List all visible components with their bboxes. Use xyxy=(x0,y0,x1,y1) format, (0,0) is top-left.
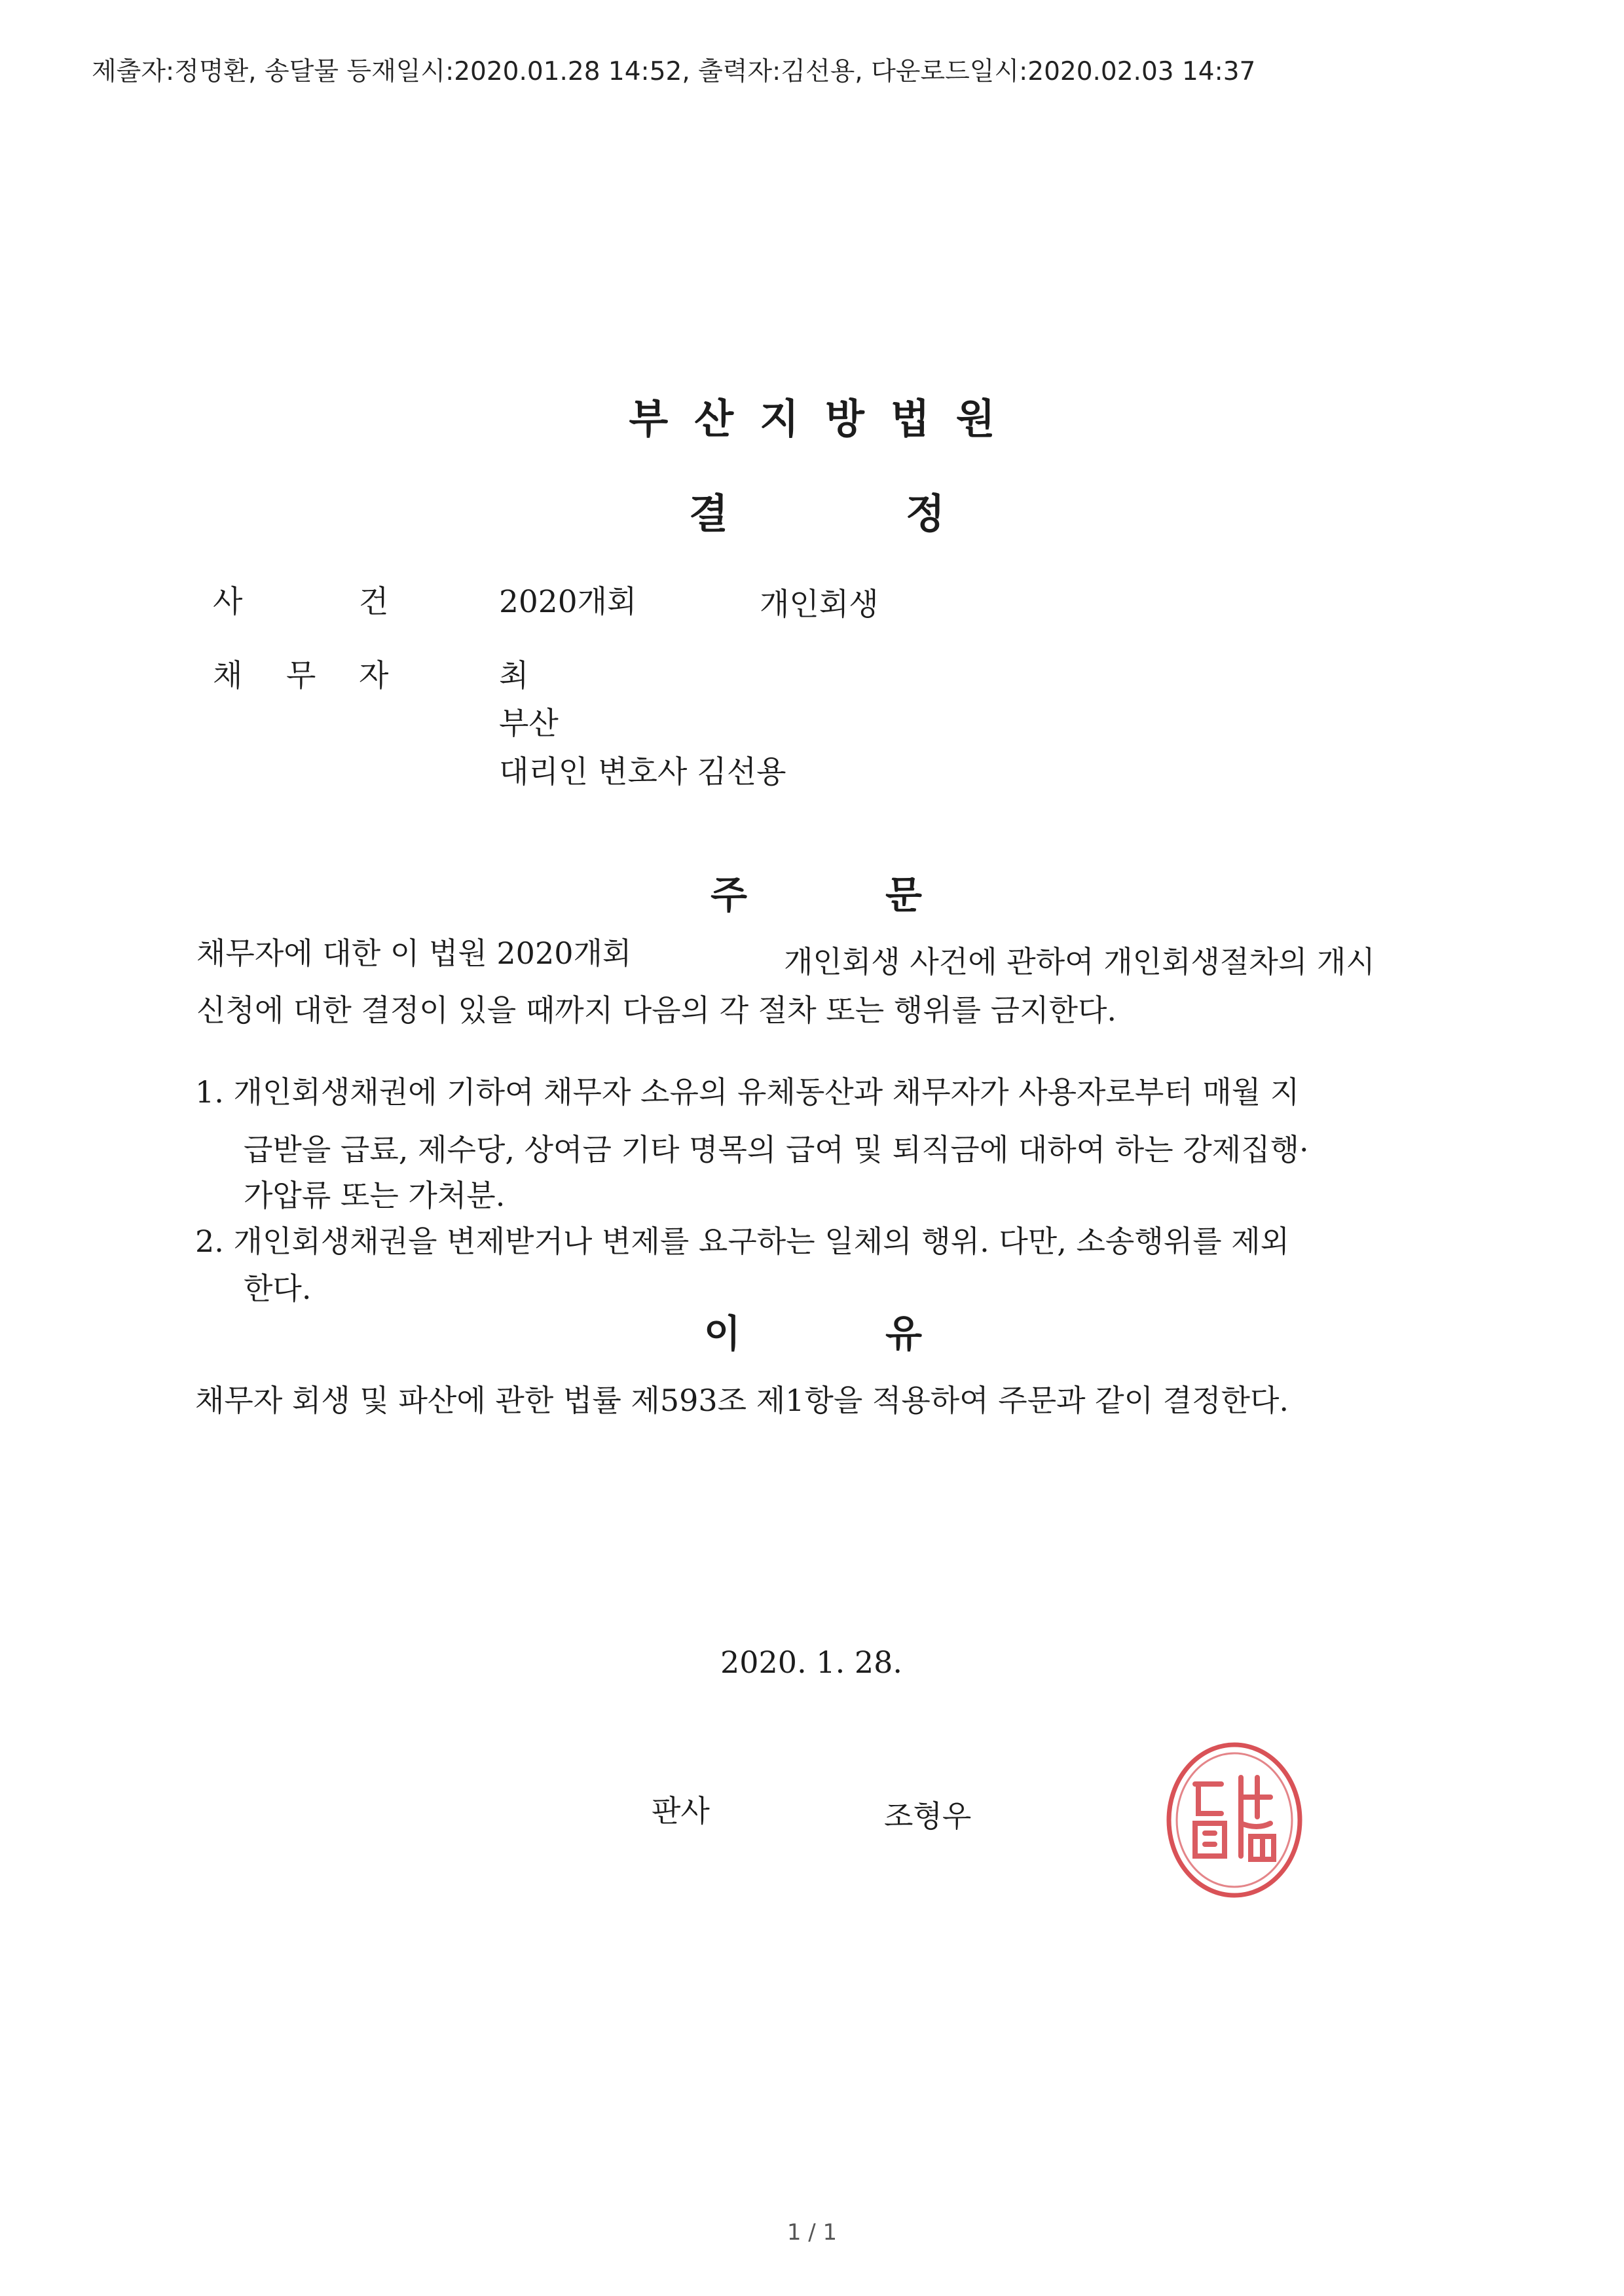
case-number: 2020개회 xyxy=(499,584,637,620)
case-label-2: 건 xyxy=(359,584,389,620)
court-name: 부산지방법원 xyxy=(629,395,1022,443)
decision-date: 2020. 1. 28. xyxy=(720,1645,902,1680)
case-label-1: 사 xyxy=(213,584,243,620)
reason-text: 채무자 회생 및 파산에 관한 법률 제593조 제1항을 적용하여 주문과 같이 결정한다. xyxy=(195,1383,1289,1418)
order-intro-line1-a: 채무자에 대한 이 법원 2020개회 xyxy=(196,936,632,971)
order-item2-line1: 2. 개인회생채권을 변제받거나 변제를 요구하는 일체의 행위. 다만, 소송행위를 제외 xyxy=(195,1224,1290,1259)
case-type: 개인회생 xyxy=(760,587,879,623)
submission-metadata: 제출자:정명환, 송달물 등재일시:2020.01.28 14:52, 출력자:김선용, 다운로드일시:2020.02.03 14:37 xyxy=(92,57,1256,86)
judge-name: 조형우 xyxy=(884,1798,972,1834)
page-number: 1 / 1 xyxy=(786,2219,838,2246)
debtor-label-2: 무 xyxy=(286,658,316,694)
order-intro-line1-b: 개인회생 사건에 관하여 개인회생절차의 개시 xyxy=(784,944,1375,979)
order-intro-line2: 신청에 대한 결정이 있을 때까지 다음의 각 절차 또는 행위를 금지한다. xyxy=(196,993,1117,1028)
debtor-address: 부산 xyxy=(499,706,559,742)
debtor-agent: 대리인 변호사 김선용 xyxy=(499,754,786,790)
reason-heading-left: 이 xyxy=(704,1311,741,1356)
order-item1-line2: 급받을 급료, 제수당, 상여금 기타 명목의 급여 및 퇴직금에 대하여 하는 강제집행· xyxy=(244,1132,1309,1167)
judge-title: 판사 xyxy=(652,1793,710,1829)
order-heading-left: 주 xyxy=(710,873,748,917)
document-type-right: 정 xyxy=(906,490,945,538)
order-item2-line2: 한다. xyxy=(244,1271,312,1306)
debtor-label-3: 자 xyxy=(359,658,389,694)
order-item1-line1: 1. 개인회생채권에 기하여 채무자 소유의 유체동산과 채무자가 사용자로부터 매월 지 xyxy=(195,1074,1300,1110)
order-item1-line3: 가압류 또는 가처분. xyxy=(244,1178,506,1213)
document-type-left: 결 xyxy=(689,490,728,538)
order-heading-right: 문 xyxy=(885,873,923,917)
debtor-name: 최 xyxy=(499,658,529,694)
reason-heading-right: 유 xyxy=(885,1311,923,1356)
debtor-label-1: 채 xyxy=(213,658,243,694)
judge-seal xyxy=(1159,1738,1310,1902)
